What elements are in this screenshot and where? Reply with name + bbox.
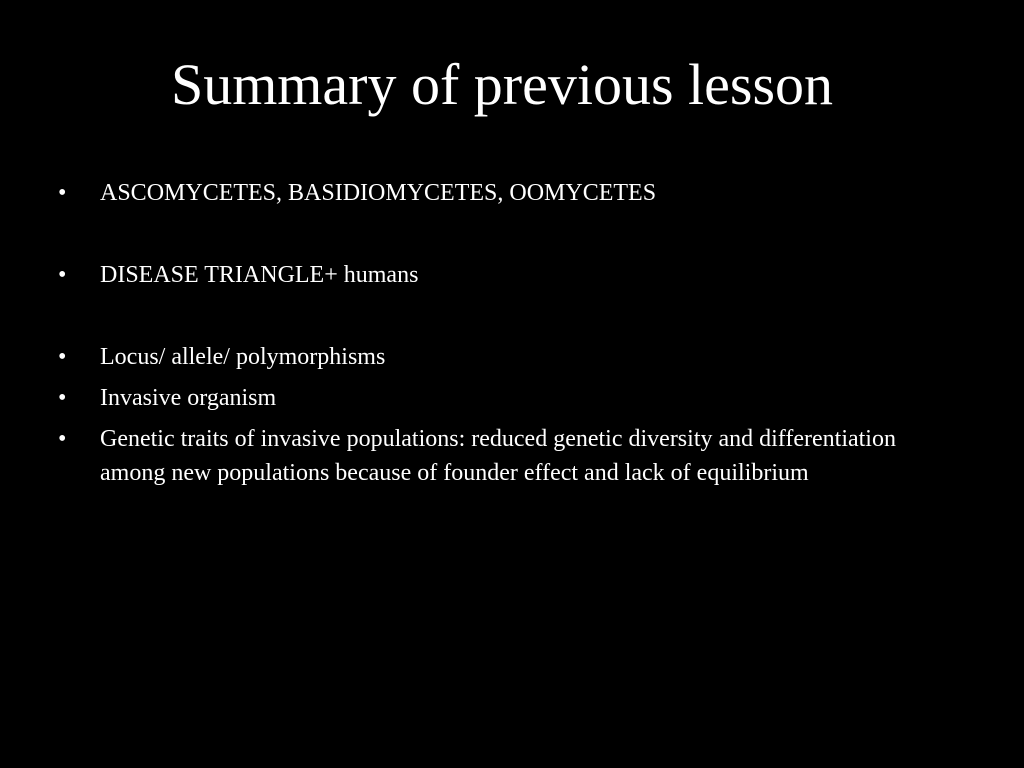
- bullet-item-disease-triangle: [58, 258, 958, 292]
- bullet-item-locus-allele: [58, 340, 958, 374]
- bullet-icon: •: [58, 180, 67, 206]
- bullet-text: ASCOMYCETES, BASIDIOMYCETES, OOMYCETES: [100, 180, 657, 206]
- bullet-icon: •: [58, 426, 67, 452]
- bullet-icon: •: [58, 385, 67, 411]
- bullet-list: [58, 176, 958, 490]
- bullet-text: Invasive organism: [100, 385, 277, 411]
- slide-title: Summary of previous lesson: [170, 52, 834, 117]
- bullet-item-genetic-traits: [58, 422, 958, 490]
- bullet-text: Genetic traits of invasive populations: reduced genetic diversity and differentiation among new populations because of founder effect and lack of equilibrium: [100, 426, 896, 486]
- bullet-item-invasive-organism: [58, 381, 958, 415]
- bullet-item-fungal-groups: [58, 176, 958, 210]
- bullet-text: DISEASE TRIANGLE+ humans: [100, 262, 419, 288]
- bullet-icon: •: [58, 262, 67, 288]
- bullet-icon: •: [58, 344, 67, 370]
- bullet-text: Locus/ allele/ polymorphisms: [100, 344, 386, 370]
